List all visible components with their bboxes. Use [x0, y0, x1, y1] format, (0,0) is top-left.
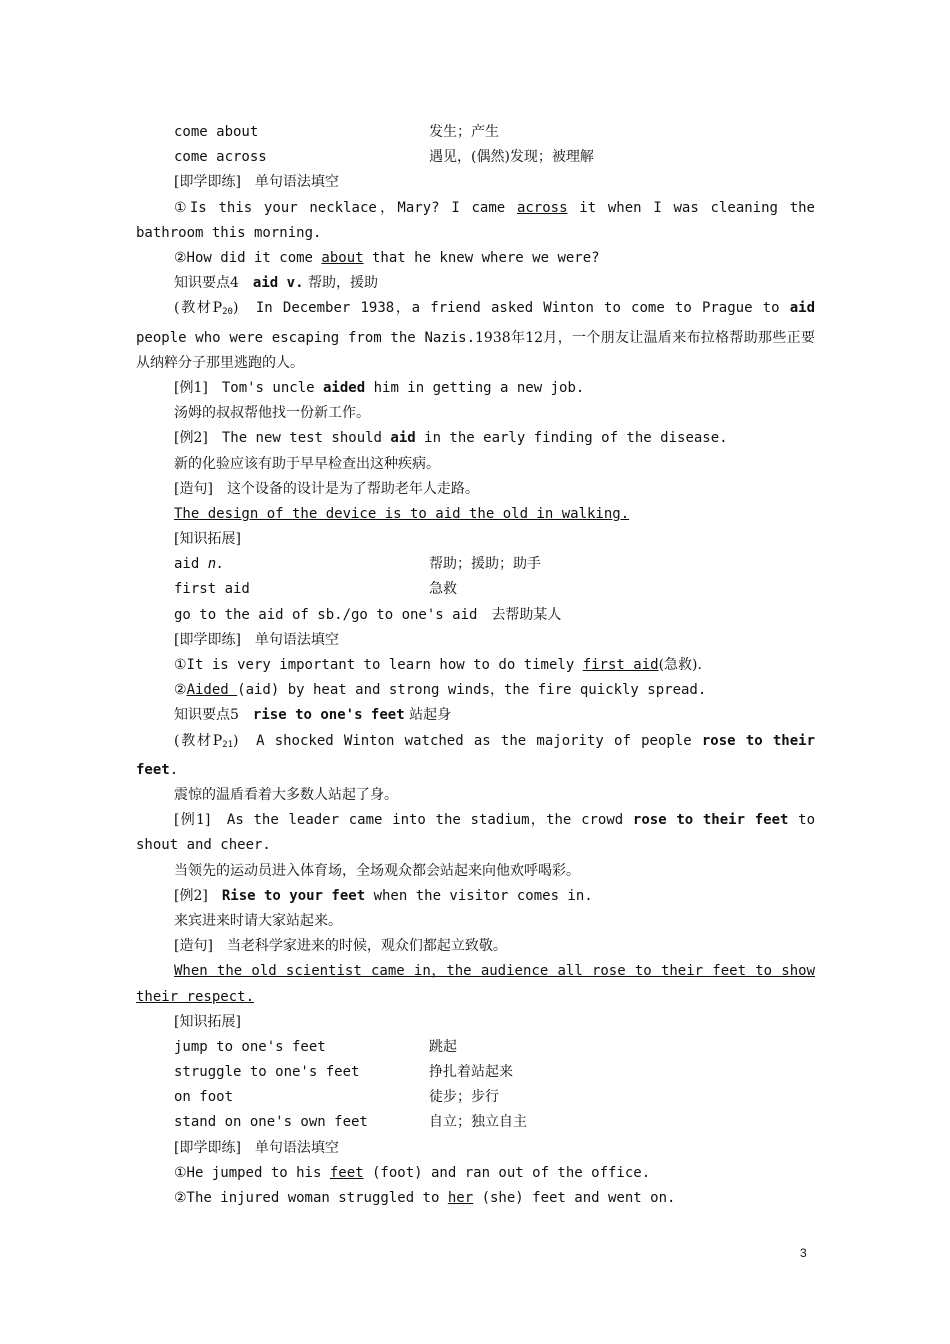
sentence-making-answer: When the old scientist came in，the audience all rose to their feet to show their respect.: [136, 963, 815, 1005]
textbook-source: (教材$P_{20}$) In December 1938，a friend asked Winton to come to Prague to aid people who were escaping from the Nazis.1938年12月，一个朋友让温盾来布拉格帮助那些正要从纳粹分子那里逃跑的人。: [136, 300, 816, 371]
vocab-row: [136, 1035, 815, 1060]
knowledge-point-heading: 知识要点4 aid v. 帮助，援助: [174, 275, 378, 292]
vocab-term: aid n.: [174, 556, 225, 573]
answer-blank: about: [321, 249, 364, 266]
source-translation: 震惊的温盾看着大多数人站起了身。: [174, 786, 398, 803]
textbook-source: (教材$P_{21}$) A shocked Winton watched as the majority of people rose to their feet.: [136, 732, 815, 778]
answer-blank: feet: [329, 1164, 364, 1181]
example-translation: 新的化验应该有助于早早检查出这种疾病。: [174, 455, 440, 472]
example-translation: 当领先的运动员进入体育场，全场观众都会站起来向他欢呼喝彩。: [174, 862, 580, 879]
key-word: rise to one's feet: [252, 707, 405, 724]
vocab-meaning: 遇见，(偶然)发现；被理解: [429, 149, 594, 166]
example-sentence: [例1] As the leader came into the stadium，the crowd rose to their feet to shout and cheer.: [136, 812, 815, 854]
answer-blank: her: [447, 1190, 474, 1207]
practice-question: ②How did it come about that he knew where we were?: [174, 249, 600, 266]
vocab-meaning: 跳起: [429, 1038, 457, 1055]
vocab-row: [136, 145, 815, 170]
page-number: 3: [800, 1246, 807, 1260]
key-word: aid v.: [252, 275, 304, 292]
answer-blank: Aided: [186, 682, 238, 699]
sentence-making-prompt: [造句] 这个设备的设计是为了帮助老年人走路。: [174, 480, 479, 497]
vocab-row: [136, 552, 815, 577]
practice-heading: [即学即练] 单句语法填空: [174, 631, 339, 648]
vocab-term: struggle to one's feet: [174, 1064, 360, 1081]
vocab-term: jump to one's feet: [174, 1038, 326, 1055]
practice-question: ②Aided (aid) by heat and strong winds，the fire quickly spread.: [174, 682, 707, 699]
vocab-meaning: 帮助；援助；助手: [429, 556, 541, 573]
vocab-row: [136, 603, 815, 628]
practice-heading: [即学即练] 单句语法填空: [174, 174, 339, 191]
example-translation: 汤姆的叔叔帮他找一份新工作。: [174, 405, 370, 422]
document-page: [136, 120, 815, 1211]
example-sentence: [例1] Tom's uncle aided him in getting a new job.: [174, 379, 585, 396]
vocab-term: come about: [174, 124, 259, 140]
practice-heading: [即学即练] 单句语法填空: [174, 1139, 339, 1156]
practice-question: ①It is very important to learn how to do timely first aid(急救).: [174, 657, 702, 674]
vocab-meaning: 去帮助某人: [491, 606, 562, 623]
practice-question: ①Is this your necklace，Mary? I came across it when I was cleaning the bathroom this morning.: [136, 199, 815, 241]
vocab-meaning: 挣扎着站起来: [429, 1064, 513, 1081]
example-sentence: [例2] Rise to your feet when the visitor comes in.: [174, 887, 593, 904]
vocab-meaning: 徒步；步行: [429, 1089, 499, 1106]
vocab-term: first aid: [174, 581, 250, 598]
vocab-row: [136, 120, 815, 145]
answer-blank: first aid: [582, 657, 659, 674]
extension-heading: [知识拓展]: [174, 531, 241, 548]
extension-heading: [知识拓展]: [174, 1013, 241, 1030]
vocab-term: stand on one's own feet: [174, 1114, 368, 1131]
knowledge-point-heading: 知识要点5 rise to one's feet 站起身: [174, 707, 452, 724]
vocab-row: [136, 1060, 815, 1085]
vocab-row: [136, 1110, 815, 1135]
practice-question: ①He jumped to his feet (foot) and ran out of the office.: [174, 1164, 651, 1181]
vocab-meaning: 急救: [429, 581, 457, 598]
example-translation: 来宾进来时请大家站起来。: [174, 912, 342, 929]
practice-question: ②The injured woman struggled to her (she) feet and went on.: [174, 1190, 676, 1207]
example-sentence: [例2] The new test should aid in the early finding of the disease.: [174, 430, 728, 447]
answer-blank: across: [516, 199, 568, 216]
sentence-making-answer: The design of the device is to aid the old in walking.: [174, 505, 630, 522]
vocab-term: go to the aid of sb./go to one's aid: [174, 606, 478, 623]
vocab-meaning: 发生；产生: [429, 124, 499, 140]
vocab-term: on foot: [174, 1089, 234, 1106]
vocab-term: come across: [174, 149, 267, 166]
vocab-row: [136, 577, 815, 602]
vocab-row: [136, 1085, 815, 1110]
vocab-meaning: 自立；独立自主: [429, 1114, 527, 1131]
sentence-making-prompt: [造句] 当老科学家进来的时候，观众们都起立致敬。: [174, 938, 507, 955]
